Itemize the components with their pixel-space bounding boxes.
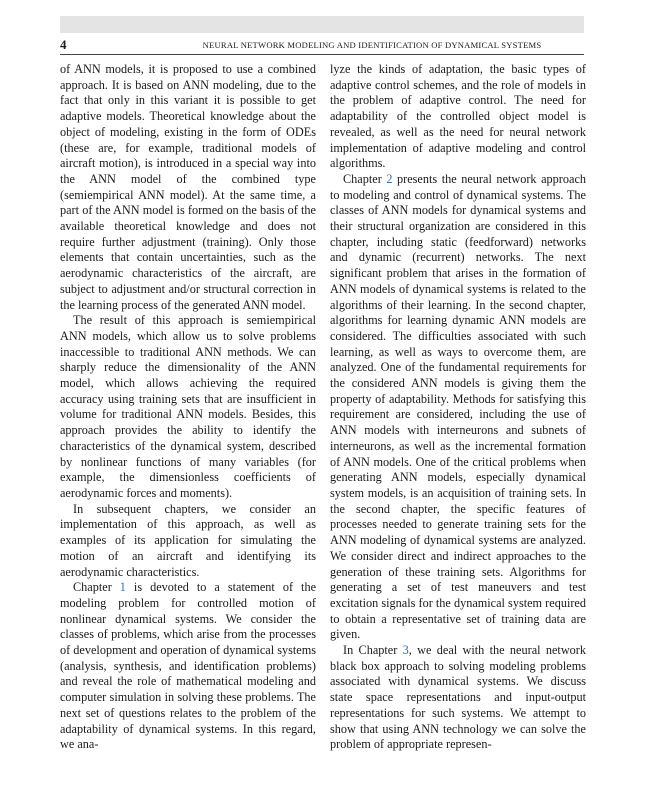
top-gray-bar xyxy=(60,16,584,33)
left-paragraph-1: of ANN models, it is proposed to use a combined approach. It is based on ANN modeling, due to the fact that only in this variant it is possible to get adaptive models. Theoretical knowledge about the object of modeling, existing in the form of ODEs (these are, for example, traditional models of aircraft motion), is introduced in a special way into the ANN model of the combined type (semiempirical ANN model). At the same time, a part of the ANN model is formed on the basis of the available theoretical knowledge and does not require further adjustment (training). Only those elements that contain uncertainties, such as the aerodynamic characteristics of the aircraft, are subject to adjustment and/or structural correction in the learning process of the generated ANN model. xyxy=(60,62,316,312)
running-title: NEURAL NETWORK MODELING AND IDENTIFICATION OF DYNAMICAL SYSTEMS xyxy=(202,40,542,50)
left-paragraph-3: In subsequent chapters, we consider an implementation of this approach, as well as examples of its application for simulating the motion of an aircraft and identifying its aerodynamic characteristics. xyxy=(60,501,316,579)
left-paragraph-4 xyxy=(60,580,316,753)
text-run: In Chapter xyxy=(343,643,403,658)
text-run: is devoted to a statement of the modeling problem for controlled motion of nonlinear dynamical systems. We consider the classes of problems, which arise from the processes of development and operation of dynamical systems (analysis, synthesis, and identification problems) and reveal the role of mathematical modeling and computer simulation in solving these problems. The next set of questions relates to the problem of the adaptability of dynamical systems. In this regard, we ana- xyxy=(60,580,317,752)
page-header xyxy=(60,38,584,55)
chapter-2-link[interactable]: 2 xyxy=(386,171,393,186)
right-paragraph-2 xyxy=(330,172,586,643)
right-paragraph-3 xyxy=(330,643,586,753)
text-run: Chapter xyxy=(73,580,120,595)
text-run: , we deal with the neural network black box approach to solving modeling problems associated with dynamical systems. We discuss state space representations and input-output representations for such systems. We attempt to show that using ANN technology we can solve the problem of appropriate represen- xyxy=(330,643,587,752)
right-column xyxy=(330,62,586,753)
chapter-3-link[interactable]: 3 xyxy=(402,643,409,658)
left-paragraph-2: The result of this approach is semiempirical ANN models, which allow us to solve problems inaccessible to traditional ANN methods. We can sharply reduce the dimensionality of the ANN model, which allows achieving the required accuracy using training sets that are insufficient in volume for traditional ANN models. Besides, this approach provides the ability to identify the characteristics of the dynamical system, described by nonlinear functions of many variables (for example, the dimensionless coefficients of aerodynamic forces and moments). xyxy=(60,313,316,500)
right-paragraph-1: lyze the kinds of adaptation, the basic types of adaptive control schemes, and the role of models in the problem of adaptive control. The need for adaptability of the controlled object model is revealed, as well as the need for neural network implementation of adaptive modeling and control algorithms. xyxy=(330,62,586,171)
left-column xyxy=(60,62,316,753)
text-run: Chapter xyxy=(343,171,387,186)
chapter-1-link[interactable]: 1 xyxy=(119,580,126,595)
text-run: presents the neural network approach to modeling and control of dynamical systems. The classes of ANN models for dynamical systems and their structural organization are considered in this chapter, including static (feedforward) networks and dynamic (recurrent) networks. The next significant problem that arises in the formation of ANN models of dynamical systems is related to the algorithms of their learning. In the second chapter, algorithms for learning dynamic ANN models are considered. The difficulties associated with such learning, as well as ways to overcome them, are analyzed. One of the fundamental requirements for the considered ANN models is giving them the property of adaptability. Methods for satisfying this requirement are considered, including the use of ANN models with interneurons and subnets of interneurons, as well as the incremental formation of ANN models. One of the critical problems when generating ANN models, especially dynamical system models, is an acquisition of training sets. In the second chapter, the specific features of processes needed to generate training sets for the ANN modeling of dynamical systems are analyzed. We consider direct and indirect approaches to the generation of these training sets. Algorithms for generating a set of test maneuvers and test excitation signals for the dynamical system required to obtain a representative set of training data are given. xyxy=(330,171,587,642)
page-number: 4 xyxy=(60,37,67,52)
